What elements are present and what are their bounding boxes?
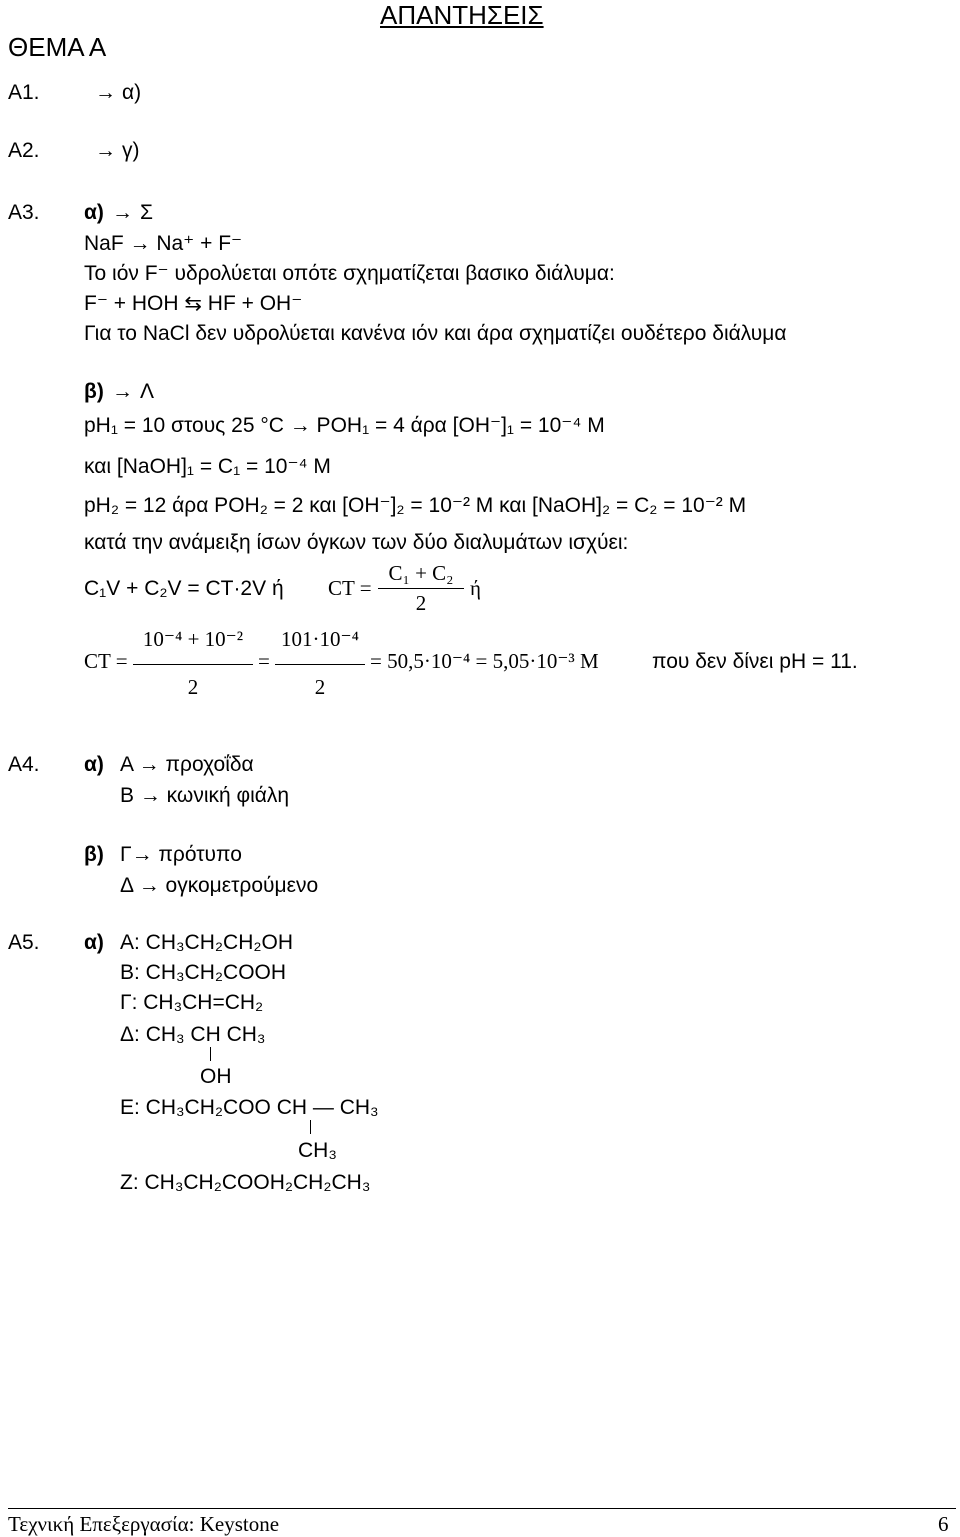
line-naoh1: και [NaOH]₁ = C₁ = 10⁻⁴ M (84, 455, 331, 478)
compound-b: Β: CH₃CH₂COOH (120, 961, 287, 984)
a4-part-b-label: β) (84, 843, 104, 866)
compound-a: Α: CH₃CH₂CH₂OH (120, 931, 294, 954)
a5-number: Α5. (8, 931, 40, 954)
a2-number: Α2. (8, 139, 40, 162)
equals-sign: = (258, 649, 270, 673)
arrow-icon: → (95, 139, 116, 162)
a4-a-line1: Α → προχοΐδα (120, 753, 254, 776)
ct-lhs: CT = (328, 576, 372, 600)
fraction-calc-2 (275, 627, 365, 700)
ct-tail: ή (470, 576, 481, 600)
fraction-numerator: C₁ + C₂ (388, 561, 454, 585)
calc-result: = 50,5·10⁻⁴ = 5,05·10⁻³ M (370, 649, 599, 673)
a4-a-line2: Β → κωνική φιάλη (120, 784, 290, 807)
a4-b-line2: Δ → ογκομετρούμενο (120, 874, 319, 897)
arrow-icon: → (112, 380, 133, 403)
a2-answer: γ) (122, 139, 140, 162)
text-ion-hydrolysis: Το ιόν F⁻ υδρολύεται οπότε σχηματίζεται βασικο διάλυμα: (84, 262, 615, 285)
line-cv: C₁V + C₂V = CT·2V ή (84, 577, 284, 600)
arrow-icon: → (95, 81, 116, 104)
a1-answer: α) (122, 81, 142, 104)
bond-line (310, 1120, 311, 1134)
calc-lhs: CT = (84, 649, 128, 673)
fraction-numerator: 10⁻⁴ + 10⁻² (142, 627, 244, 651)
equation-hydrolysis: F⁻ + HOH ⇆ HF + OH⁻ (84, 292, 303, 315)
fraction-calc-1 (133, 627, 253, 700)
equation-dissociation: NaF → Na⁺ + F⁻ (84, 232, 243, 255)
line-ph2: pH₂ = 12 άρα POH₂ = 2 και [OH⁻]₂ = 10⁻² M και [NaOH]₂ = C₂ = 10⁻² M (84, 494, 747, 517)
a5-part-a-label: α) (84, 931, 104, 954)
compound-d-substituent: OH (200, 1065, 232, 1088)
fraction-ct (378, 561, 464, 616)
fraction-bar (378, 588, 464, 589)
a3-part-b-label: β) (84, 380, 104, 403)
fraction-denominator: 2 (187, 675, 199, 699)
line-ph1: pH₁ = 10 στους 25 °C → POH₁ = 4 άρα [OH⁻]₁ = 10⁻⁴ M (84, 414, 605, 437)
a3-part-a-label: α) (84, 201, 104, 224)
fraction-denominator: 2 (415, 591, 427, 615)
arrow-icon: → (112, 201, 133, 224)
a3-part-b-answer: Λ (140, 380, 155, 403)
calc-tail: που δεν δίνει pH = 11. (652, 650, 858, 673)
compound-g: Γ: CH₃CH=CH₂ (120, 991, 264, 1014)
fraction-bar (275, 664, 365, 665)
a4-number: Α4. (8, 753, 40, 776)
compound-d: Δ: CH₃ CH CH₃ (120, 1023, 266, 1046)
theme-heading: ΘΕΜΑ Α (8, 32, 107, 62)
fraction-denominator: 2 (314, 675, 326, 699)
footer-text: Τεχνική Επεξεργασία: Keystone (8, 1512, 280, 1536)
footer-divider (8, 1508, 956, 1509)
compound-e-substituent: CH₃ (298, 1139, 337, 1162)
a3-part-a-answer: Σ (140, 201, 153, 224)
text-nacl: Για το NaCl δεν υδρολύεται κανένα ιόν και άρα σχηματίζει ουδέτερο διάλυμα (84, 322, 787, 345)
a4-part-a-label: α) (84, 753, 104, 776)
a4-b-line1: Γ→ πρότυπο (120, 843, 242, 866)
page-number: 6 (938, 1512, 949, 1536)
compound-e: Ε: CH₃CH₂COO CH — CH₃ (120, 1096, 379, 1119)
bond-line (210, 1047, 211, 1061)
a3-number: Α3. (8, 201, 40, 224)
a1-number: Α1. (8, 81, 40, 104)
compound-z: Ζ: CH₃CH₂COOH₂CH₂CH₃ (120, 1171, 371, 1194)
text-mixing: κατά την ανάμειξη ίσων όγκων των δύο διαλυμάτων ισχύει: (84, 531, 629, 554)
fraction-bar (133, 664, 253, 665)
page-title: ΑΠΑΝΤΗΣΕΙΣ (380, 0, 544, 30)
fraction-numerator: 101·10⁻⁴ (281, 627, 359, 651)
